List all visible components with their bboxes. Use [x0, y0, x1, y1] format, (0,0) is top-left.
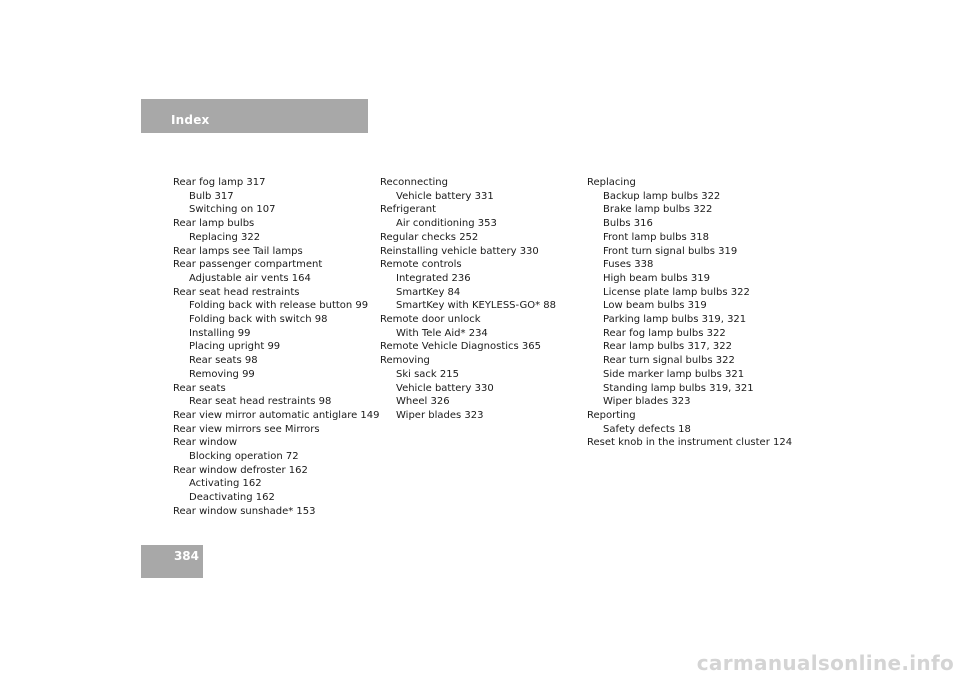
index-subentry: High beam bulbs 319 — [603, 272, 710, 284]
index-subentry: Front turn signal bulbs 319 — [603, 245, 738, 257]
index-entry: Rear lamp bulbs — [173, 218, 255, 230]
index-subentry: Switching on 107 — [189, 204, 276, 216]
index-subentry: SmartKey 84 — [396, 286, 461, 298]
index-subentry: Rear lamp bulbs 317, 322 — [603, 341, 732, 353]
index-entry: Removing — [380, 355, 430, 367]
index-subentry: Activating 162 — [189, 478, 262, 490]
index-subentry: Standing lamp bulbs 319, 321 — [603, 382, 754, 394]
index-subentry: Wiper blades 323 — [603, 396, 691, 408]
index-subentry: Brake lamp bulbs 322 — [603, 204, 713, 216]
page-number-box — [141, 545, 203, 578]
index-subentry: Front lamp bulbs 318 — [603, 231, 709, 243]
index-subentry: Rear turn signal bulbs 322 — [603, 355, 735, 367]
index-subentry: Parking lamp bulbs 319, 321 — [603, 314, 747, 326]
index-subentry: Wheel 326 — [396, 396, 450, 408]
index-entry: Rear window defroster 162 — [173, 464, 308, 476]
index-entry: Rear view mirror automatic antiglare 149 — [173, 409, 380, 421]
index-subentry: Air conditioning 353 — [396, 218, 497, 230]
page-number: 384 — [173, 549, 199, 563]
index-entry: Rear passenger compartment — [173, 259, 323, 271]
index-column-3 — [587, 176, 817, 450]
index-subentry: Vehicle battery 330 — [396, 382, 494, 394]
index-entry: Rear seats — [173, 382, 226, 394]
index-subentry: License plate lamp bulbs 322 — [603, 286, 750, 298]
index-entry: Regular checks 252 — [380, 231, 479, 243]
index-subentry: Blocking operation 72 — [189, 451, 299, 463]
index-subentry: Bulb 317 — [189, 190, 234, 202]
index-subentry: Vehicle battery 331 — [396, 190, 494, 202]
index-column-2 — [380, 176, 580, 423]
section-title: Index — [171, 113, 210, 127]
index-subentry: Folding back with switch 98 — [189, 314, 328, 326]
index-subentry: SmartKey with KEYLESS-GO* 88 — [396, 300, 557, 312]
index-entry: Reconnecting — [380, 177, 448, 188]
index-subentry: Removing 99 — [189, 368, 255, 380]
index-subentry: Rear seat head restraints 98 — [189, 396, 332, 408]
index-subentry: Rear fog lamp bulbs 322 — [603, 327, 726, 339]
index-subentry: Replacing 322 — [189, 231, 261, 243]
index-subentry: Safety defects 18 — [603, 423, 691, 435]
index-entry: Refrigerant — [380, 204, 437, 216]
index-subentry: Deactivating 162 — [189, 492, 275, 504]
index-subentry: Backup lamp bulbs 322 — [603, 190, 721, 202]
index-entry: Reinstalling vehicle battery 330 — [380, 245, 539, 257]
index-entry: Remote controls — [380, 259, 462, 271]
index-entry: Reset knob in the instrument cluster 124 — [587, 437, 793, 449]
index-entry: Rear window sunshade* 153 — [173, 505, 316, 517]
index-subentry: Adjustable air vents 164 — [189, 272, 311, 284]
index-entry: Replacing — [587, 177, 636, 188]
index-entry: Reporting — [587, 409, 636, 421]
index-subentry: Integrated 236 — [396, 272, 471, 284]
index-entry: Rear fog lamp 317 — [173, 177, 266, 188]
index-subentry: Fuses 338 — [603, 259, 654, 271]
index-subentry: Bulbs 316 — [603, 218, 653, 230]
index-subentry: Folding back with release button 99 — [189, 300, 369, 312]
index-entry: Rear lamps see Tail lamps — [173, 245, 303, 257]
index-column-1 — [173, 176, 380, 519]
index-subentry: Wiper blades 323 — [396, 409, 484, 421]
index-entry: Remote Vehicle Diagnostics 365 — [380, 341, 541, 353]
index-entry: Rear view mirrors see Mirrors — [173, 423, 320, 435]
index-entry: Rear seat head restraints — [173, 286, 300, 298]
index-entry: Remote door unlock — [380, 314, 481, 326]
index-subentry: Side marker lamp bulbs 321 — [603, 368, 745, 380]
index-subentry: Installing 99 — [189, 327, 251, 339]
watermark: carmanualsonline.info — [696, 651, 954, 675]
index-subentry: Ski sack 215 — [396, 368, 459, 380]
index-entry: Rear window — [173, 437, 238, 449]
index-subentry: With Tele Aid* 234 — [396, 327, 488, 339]
index-subentry: Low beam bulbs 319 — [603, 300, 707, 312]
index-subentry: Placing upright 99 — [189, 341, 281, 353]
section-header — [141, 99, 368, 133]
index-subentry: Rear seats 98 — [189, 355, 258, 367]
